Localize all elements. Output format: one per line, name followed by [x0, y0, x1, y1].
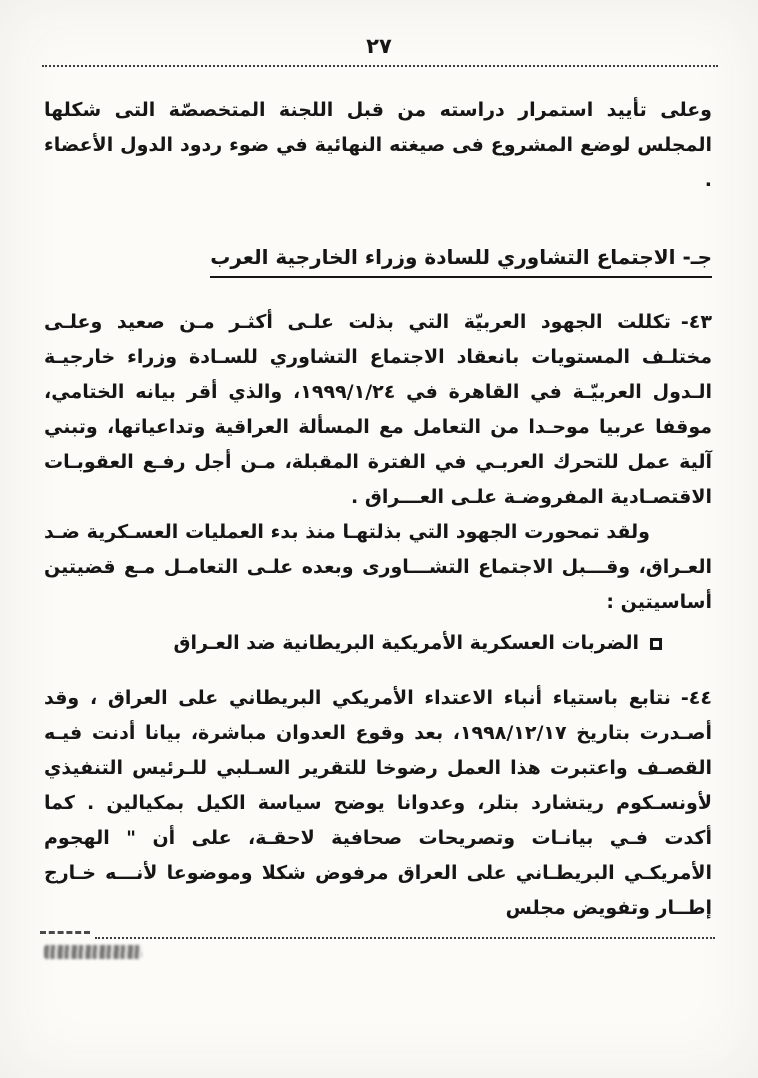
- section-heading-text: جـ- الاجتماع التشاوري للسادة وزراء الخارجية العرب: [210, 245, 712, 278]
- item-43-number: ٤٣-: [680, 311, 712, 333]
- section-heading: [44, 240, 712, 275]
- footer-dash-mark: [40, 931, 90, 934]
- bullet-text: الضربات العسكرية الأمريكية البريطانية ضد العـراق: [173, 632, 639, 654]
- item-43: [44, 305, 712, 661]
- footer-stamp-smudge: [44, 945, 142, 959]
- footer-rule: [95, 937, 715, 939]
- item-43-paragraph-1: [44, 305, 712, 515]
- item-44-text-1: نتابع باستياء أنباء الاعتداء الأمريكي البريطاني على العراق ، وقد أصـدرت بتاريخ ١٩٩٨/١٢/١٧، بعد وقوع العدوان مباشرة، بيانا أدنت فيـه القصـف واعتبرت هذا العمل رضوخا للتقرير السـلبي للـرئيس التنفيذي لأونسـكوم ريتشارد بتلر، وعدوانا يوضح سياسة الكيل بمكيالين . كما أكدت فـي بيانـات وتصريحات صحافية لاحقـة، على أن " الهجوم الأمريكـي البريطـاني على العراق مرفوض شكلا وموضوعا لأنـــه خـارج إطــار وتفويض مجلس: [44, 687, 712, 919]
- intro-paragraph: وعلى تأييد استمرار دراسته من قبل اللجنة المتخصصّة التى شكلها المجلس لوضع المشروع فى صيغته النهائية في ضوء ردود الدول الأعضاء .: [44, 99, 712, 191]
- page-number: ٢٧: [366, 34, 392, 58]
- bullet-item: [44, 626, 662, 661]
- page-header: [0, 0, 758, 67]
- item-44-number: ٤٤-: [680, 687, 712, 709]
- document-body: [0, 67, 758, 926]
- item-44: [44, 681, 712, 926]
- item-44-paragraph-1: [44, 681, 712, 926]
- square-bullet-icon: [650, 638, 662, 650]
- item-43-paragraph-2: ولقد تمحورت الجهود التي بذلتهـا منذ بدء العمليات العسـكرية ضـد العـراق، وقـــبل الاجتماع التشـــاورى وبعده علـى التعامـل مـع قضيتين أساسيتين :: [44, 521, 712, 613]
- item-43-text-1: تكللت الجهود العربيّة التي بذلت علـى أكثـر مـن صعيد وعلـى مختلـف المستويات بانعقاد الاجتماع التشاوري للسـادة وزراء خارجيـة الـدول العربيّـة في القاهرة في ١٩٩٩/١/٢٤، والذي أقر بيانه الختامي، موقفا عربيا موحـدا من التعامل مع المسألة العراقية وتداعياتها، وتبني آلية عمل للتحرك العربـي في الفترة المقبلة، مـن أجل رفـع العقوبـات الاقتصـادية المفروضـة علـى العـــراق .: [44, 311, 712, 508]
